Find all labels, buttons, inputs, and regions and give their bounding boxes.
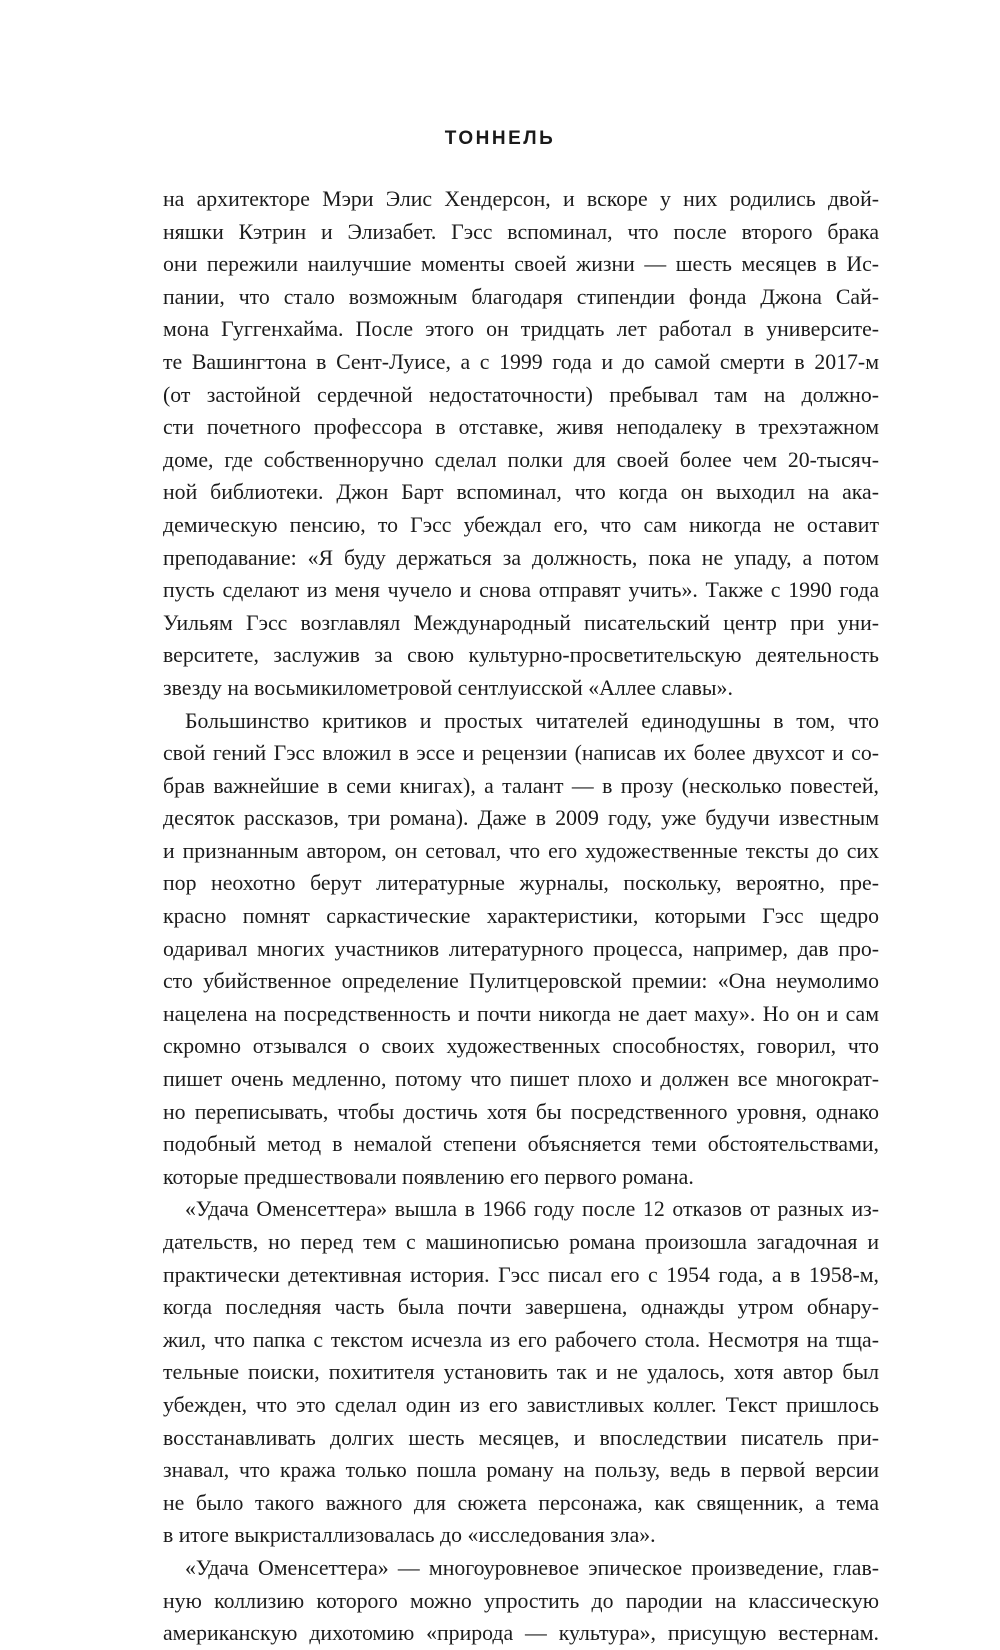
text-line: няшки Кэтрин и Элизабет. Гэсс вспоминал, что после второго брака bbox=[163, 219, 879, 244]
text-line: красно помнят саркастические характеристики, которыми Гэсс щедро bbox=[163, 904, 879, 929]
text-line: и признанным автором, он сетовал, что его художественные тексты до сих bbox=[163, 838, 879, 863]
text-line: Большинство критиков и простых читателей единодушны в том, что bbox=[185, 708, 879, 733]
text-line: верситете, заслужив за свою культурно-просветительскую деятельность bbox=[163, 643, 879, 668]
text-line: пусть сделают из меня чучело и снова отправят учить». Также с 1990 года bbox=[163, 578, 879, 603]
text-line: не было такого важного для сюжета персонажа, как священник, а тема bbox=[163, 1490, 879, 1515]
text-line: Уильям Гэсс возглавлял Международный писательский центр при уни- bbox=[163, 610, 879, 635]
text-line: пор неохотно берут литературные журналы, поскольку, вероятно, пре- bbox=[163, 871, 879, 896]
text-line: практически детективная история. Гэсс писал его с 1954 года, а в 1958-м, bbox=[163, 1262, 879, 1287]
text-line: те Вашингтона в Сент-Луисе, а с 1999 года и до самой смерти в 2017-м bbox=[163, 349, 879, 374]
text-line: сто убийственное определение Пулитцеровской премии: «Она неумолимо bbox=[163, 969, 879, 994]
text-line: пании, что стало возможным благодаря стипендии фонда Джона Сай- bbox=[163, 284, 879, 309]
text-line: дательств, но перед тем с машинописью романа произошла загадочная и bbox=[163, 1230, 879, 1254]
text-line: доме, где собственноручно сделал полки для своей более чем 20-тысяч- bbox=[163, 447, 879, 472]
text-line: убежден, что это сделал один из его завистливых коллег. Текст пришлось bbox=[163, 1392, 879, 1417]
text-line: когда последняя часть была почти завершена, однажды утром обнару- bbox=[163, 1295, 879, 1320]
text-line: брав важнейшие в семи книгах), а талант — в прозу (несколько повестей, bbox=[163, 773, 879, 798]
text-line: пишет очень медленно, потому что пишет плохо и должен все многократ- bbox=[163, 1067, 879, 1092]
text-line: ной библиотеки. Джон Барт вспоминал, что когда он выходил на ака- bbox=[163, 480, 879, 505]
text-line: демическую пенсию, то Гэсс убеждал его, что сам никогда не оставит bbox=[163, 512, 879, 537]
text-line: мона Гуггенхайма. После этого он тридцать лет работал в университе- bbox=[163, 317, 879, 342]
text-line: которые предшествовали появлению его первого романа. bbox=[163, 1164, 694, 1189]
text-line: нацелена на посредственность и почти никогда не дает маху». Но он и сам bbox=[163, 1001, 879, 1026]
text-line: знавал, что кража только пошла роману на пользу, ведь в первой версии bbox=[163, 1458, 879, 1483]
text-line: на архитекторе Мэри Элис Хендерсон, и вскоре у них родились двой- bbox=[163, 187, 879, 211]
text-line: звезду на восьмикилометровой сентлуисской «Аллее славы». bbox=[163, 675, 733, 700]
text-line: американскую дихотомию «природа — культура», присущую вестернам. bbox=[163, 1621, 879, 1646]
text-line: одаривал многих участников литературного процесса, например, дав про- bbox=[163, 936, 879, 961]
text-line: ную коллизию которого можно упростить до пародии на классическую bbox=[163, 1588, 879, 1613]
text-line: «Удача Оменсеттера» — многоуровневое эпическое произведение, глав- bbox=[185, 1555, 879, 1580]
text-line: они пережили наилучшие моменты своей жизни — шесть месяцев в Ис- bbox=[163, 252, 879, 277]
text-line: восстанавливать долгих шесть месяцев, и впоследствии писатель при- bbox=[163, 1425, 879, 1450]
text-line: тельные поиски, похитителя установить так и не удалось, хотя автор был bbox=[163, 1360, 879, 1385]
text-line: преподавание: «Я буду держаться за должность, пока не упаду, а потом bbox=[163, 545, 879, 570]
running-head: ТОННЕЛЬ bbox=[444, 128, 556, 149]
text-line: скромно отзывался о своих художественных способностях, говорил, что bbox=[163, 1034, 879, 1059]
text-line: жил, что папка с текстом исчезла из его рабочего стола. Несмотря на тща- bbox=[163, 1327, 879, 1352]
text-line: «Удача Оменсеттера» вышла в 1966 году после 12 отказов от разных из- bbox=[185, 1197, 879, 1222]
text-line: (от застойной сердечной недостаточности) пребывал там на должно- bbox=[163, 382, 879, 407]
body-text bbox=[163, 183, 879, 1650]
text-line: в итоге выкристаллизовалась до «исследования зла». bbox=[163, 1523, 656, 1548]
text-line: подобный метод в немалой степени объясняется теми обстоятельствами, bbox=[163, 1132, 879, 1157]
text-line: но переписывать, чтобы достичь хотя бы посредственного уровня, однако bbox=[163, 1099, 879, 1124]
text-line: свой гений Гэсс вложил в эссе и рецензии (написав их более двухсот и со- bbox=[163, 741, 879, 766]
text-line: сти почетного профессора в отставке, живя неподалеку в трехэтажном bbox=[163, 415, 879, 440]
text-line: десяток рассказов, три романа). Даже в 2009 году, уже будучи известным bbox=[163, 806, 879, 831]
